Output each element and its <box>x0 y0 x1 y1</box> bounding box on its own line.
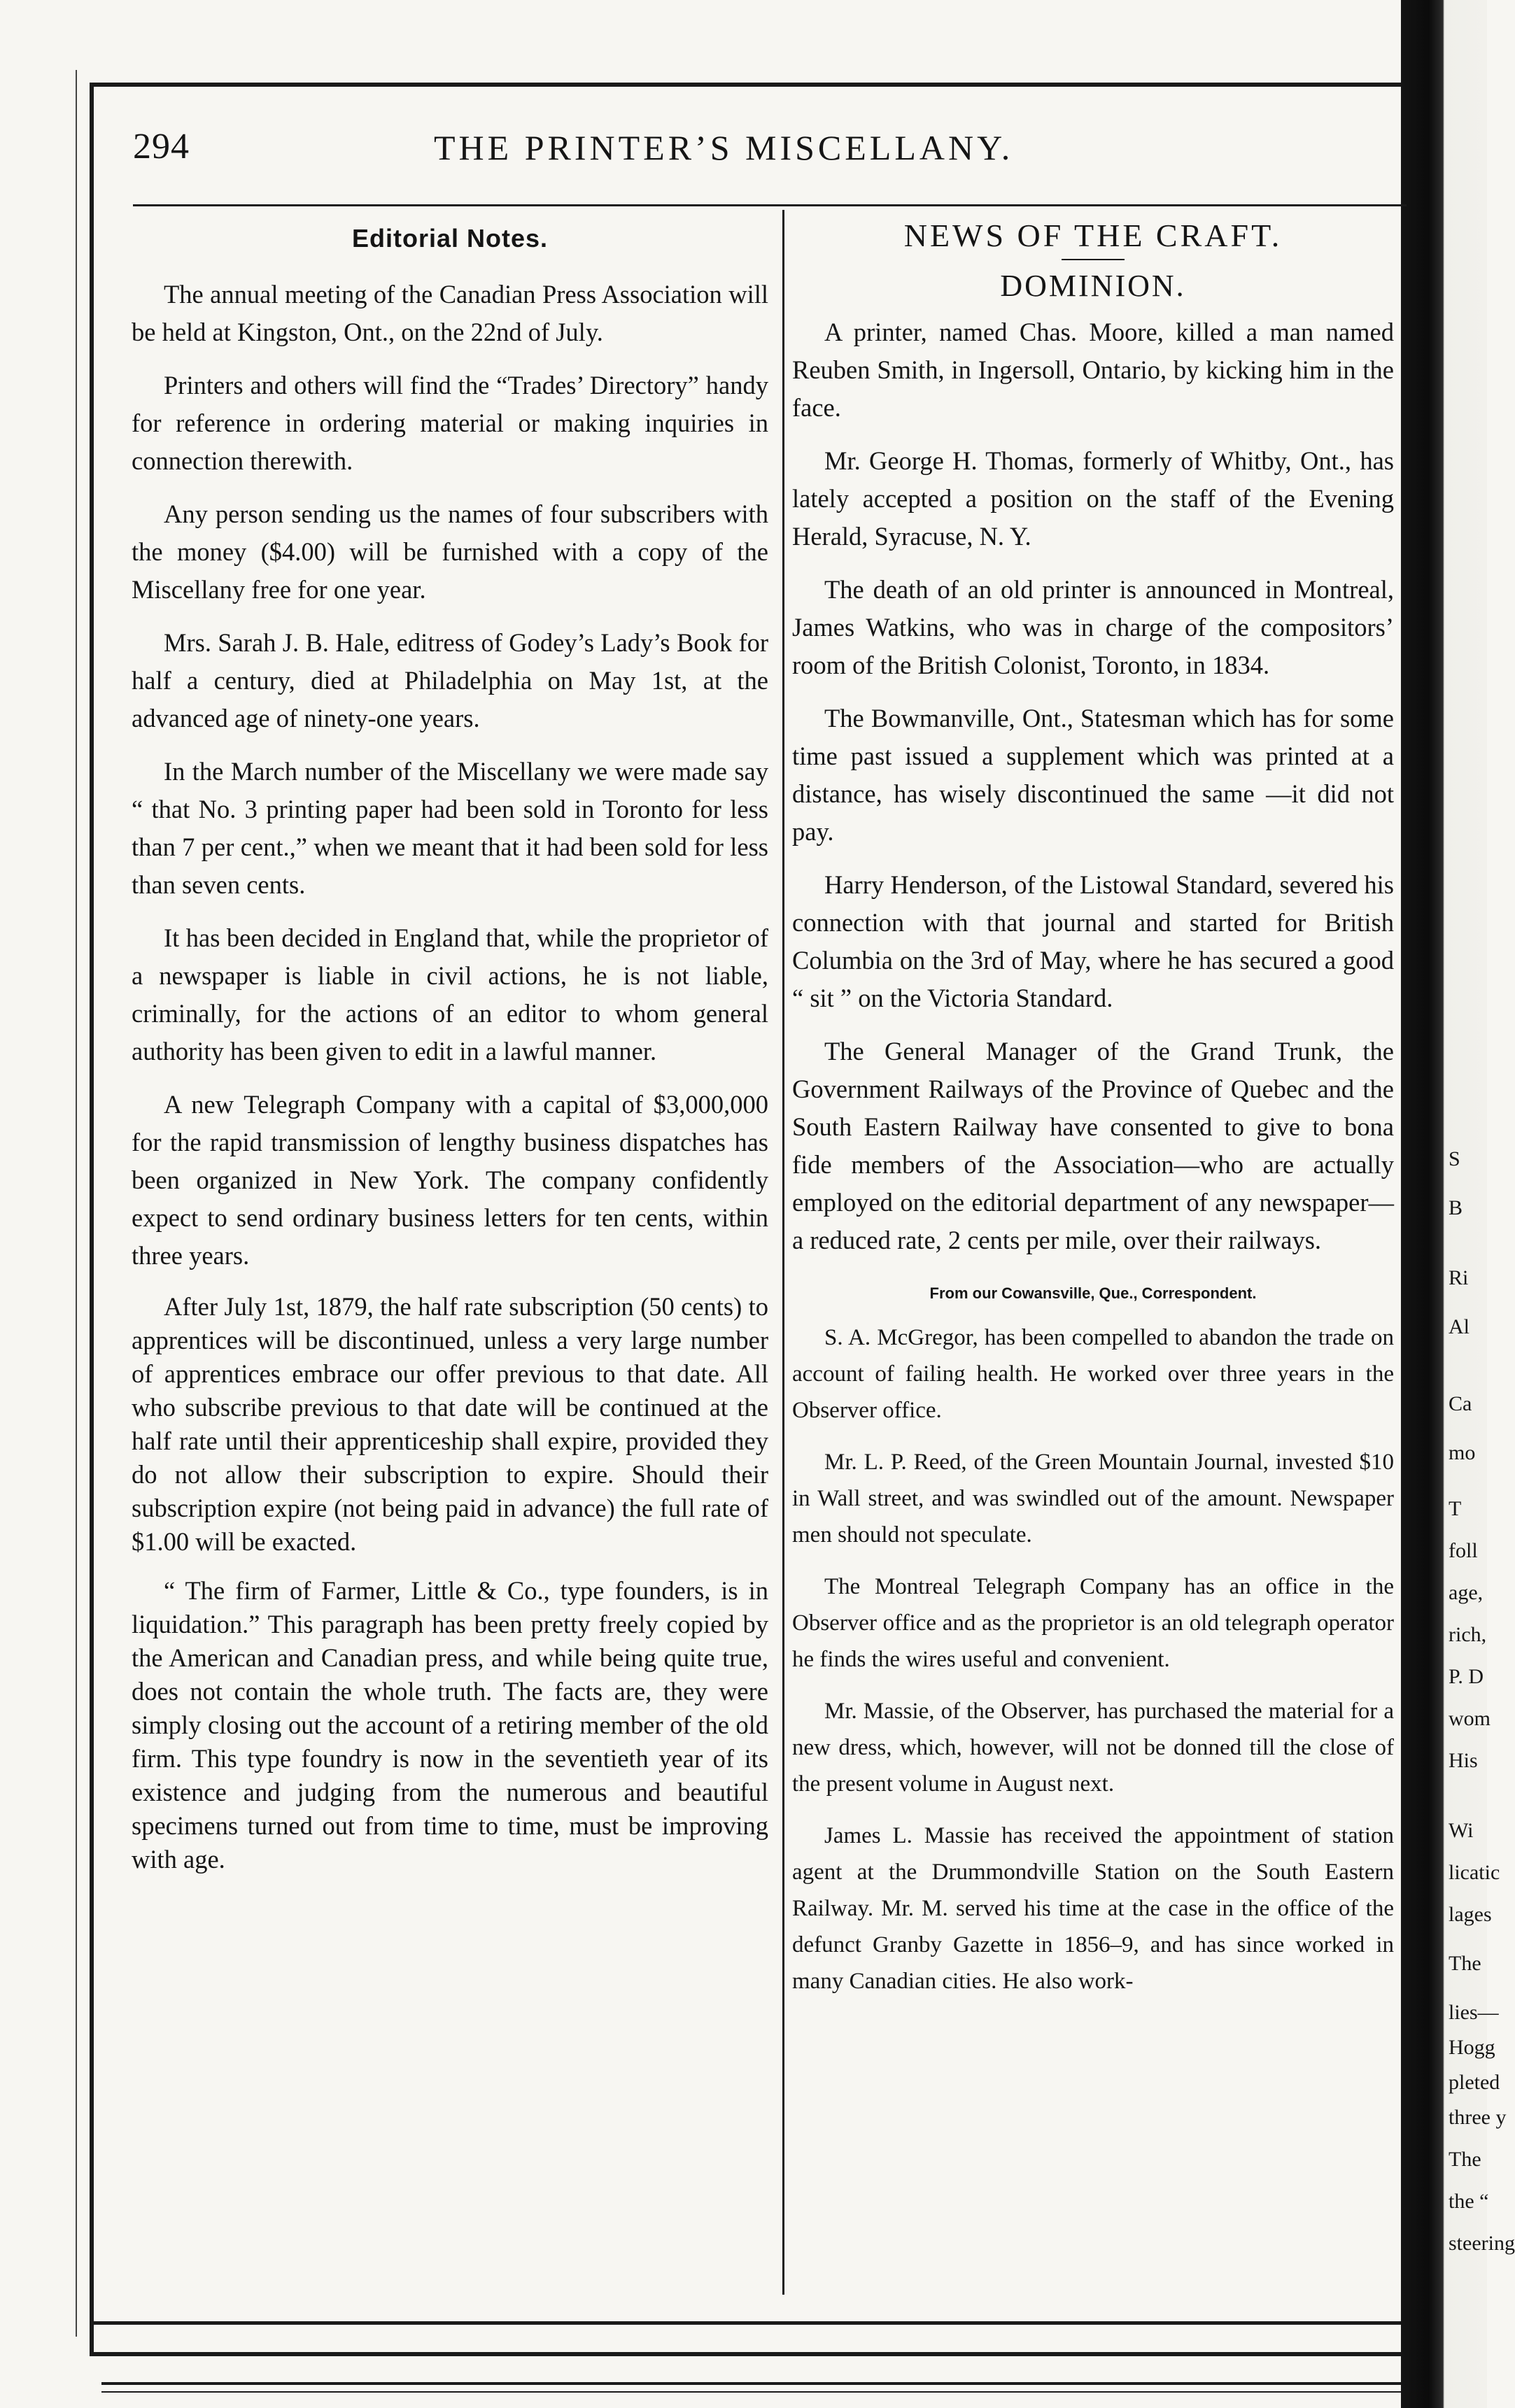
edge-fragment: foll <box>1449 1539 1478 1562</box>
paragraph: The Bowmanville, Ont., Statesman which has for some time past issued a supplement which was printed at a distance, has wisely discontinued the same —it did not pay. <box>792 704 1394 846</box>
edge-fragment: steering <box>1449 2232 1515 2255</box>
edge-fragment: lages <box>1449 1903 1492 1926</box>
page-number: 294 <box>133 127 190 167</box>
column-divider <box>782 210 784 2295</box>
edge-fragment: Ri <box>1449 1266 1469 1289</box>
paragraph: After July 1st, 1879, the half rate subscription (50 cents) to apprentices will be discontinued, unless a very large number of apprentices embrace our offer previous to that date. All who subscribe previous to that date will be continued at the half rate until their apprenticeship shall expire, provided they do not allow their subscription to expire. Should their subscription expire (not being paid in advance) the full rate of $1.00 will be exacted. <box>132 1292 768 1556</box>
edge-fragment: B <box>1449 1196 1463 1219</box>
frame-bottom-line <box>90 2321 1419 2325</box>
edge-fragment: The <box>1449 1952 1481 1975</box>
edge-fragment: The <box>1449 2148 1481 2171</box>
left-column <box>132 217 768 1892</box>
paragraph: The Montreal Telegraph Company has an office in the Observer office and as the proprietor is an old telegraph operator he finds the wires useful and convenient. <box>792 1574 1394 1672</box>
paragraph: Mr. L. P. Reed, of the Green Mountain Journal, invested $10 in Wall street, and was swindled out of the amount. Newspaper men should not speculate. <box>792 1450 1394 1548</box>
paragraph: Mrs. Sarah J. B. Hale, editress of Godey’s Lady’s Book for half a century, died at Philadelphia on May 1st, at the advanced age of ninety-one years. <box>132 628 768 732</box>
edge-fragment: S <box>1449 1147 1460 1170</box>
edge-fragment: His <box>1449 1749 1478 1772</box>
dominion-subheading: DOMINION. <box>1000 269 1186 303</box>
paragraph: The General Manager of the Grand Trunk, the Government Railways of the Province of Quebec and the South Eastern Railway have consented to give to bona fide members of the Association—who are actually employed on the editorial department of any newspaper—a reduced rate, 2 cents per mile, over their railways. <box>792 1037 1394 1254</box>
edge-fragment: Hogg <box>1449 2036 1495 2059</box>
running-head-title: THE PRINTER’S MISCELLANY. <box>434 128 1014 167</box>
paragraph: In the March number of the Miscellany we were made say “ that No. 3 printing paper had been sold in Toronto for less than 7 per cent.,” when we meant that it had been sold for less than seven cents. <box>132 757 768 899</box>
edge-fragment: licatic <box>1449 1861 1500 1884</box>
edge-fragment: Al <box>1449 1315 1470 1338</box>
right-column <box>792 217 1394 2015</box>
left-margin-rule <box>76 70 77 2337</box>
heading-rule <box>1062 259 1125 260</box>
paragraph: The death of an old printer is announced in Montreal, James Watkins, who was in charge of the compositors’ room of the British Colonist, Toronto, in 1834. <box>792 575 1394 679</box>
page-header <box>133 126 1393 175</box>
bottom-rule-thin <box>101 2391 1417 2393</box>
edge-fragment: the “ <box>1449 2190 1489 2213</box>
news-of-the-craft-heading: NEWS OF THE CRAFT. <box>903 218 1283 253</box>
paragraph: Harry Henderson, of the Listowal Standard, severed his connection with that journal and started for British Columbia on the 3rd of May, where he has secured a good “ sit ” on the Victoria Standard. <box>792 870 1394 1012</box>
edge-fragment: Ca <box>1449 1392 1472 1415</box>
edge-fragment: wom <box>1449 1707 1491 1730</box>
paragraph: It has been decided in England that, while the proprietor of a newspaper is liable in civil actions, he is not liable, criminally, for the actions of an editor to whom general authority has been given to edit in a lawful manner. <box>132 923 768 1065</box>
edge-fragment: T <box>1449 1497 1462 1520</box>
paragraph: A new Telegraph Company with a capital of $3,000,000 for the rapid transmission of lengthy business dispatches has been organized in New York. The company confidently expect to send ordinary business letters for ten cents, within three years. <box>132 1090 768 1270</box>
paragraph: Printers and others will find the “Trades’ Directory” handy for reference in ordering material or making inquiries in connection therewith. <box>132 371 768 475</box>
paragraph: “ The firm of Farmer, Little & Co., type founders, is in liquidation.” This paragraph has been pretty freely copied by the American and Canadian press, and while being quite true, does not contain the whole truth. The facts are, they were simply closing out the account of a retiring member of the old firm. This type foundry is now in the seventieth year of its existence and judging from the numerous and beautiful specimens turned out from time to time, must be improving with age. <box>132 1576 768 1874</box>
bottom-rule <box>101 2382 1417 2385</box>
paragraph: A printer, named Chas. Moore, killed a man named Reuben Smith, in Ingersoll, Ontario, by kicking him in the face. <box>792 318 1394 422</box>
paragraph: Any person sending us the names of four subscribers with the money ($4.00) will be furnished with a copy of the Miscellany free for one year. <box>132 500 768 604</box>
paragraph: The annual meeting of the Canadian Press Association will be held at Kingston, Ont., on the 22nd of July. <box>132 280 768 346</box>
edge-fragment: three y <box>1449 2106 1507 2129</box>
paragraph: Mr. George H. Thomas, formerly of Whitby, Ont., has lately accepted a position on the staff of the Evening Herald, Syracuse, N. Y. <box>792 446 1394 551</box>
correspondent-line: From our Cowansville, Que., Correspondent. <box>929 1284 1257 1302</box>
editorial-notes-heading: Editorial Notes. <box>351 224 549 253</box>
edge-fragment: age, <box>1449 1581 1484 1604</box>
edge-fragment: rich, <box>1449 1623 1487 1646</box>
edge-fragment: pleted <box>1449 2071 1500 2094</box>
paragraph: Mr. Massie, of the Observer, has purchased the material for a new dress, which, however, will not be donned till the close of the present volume in August next. <box>792 1699 1394 1797</box>
edge-fragment: mo <box>1449 1441 1476 1464</box>
adjacent-page-fragments <box>1447 0 1515 2408</box>
edge-fragment: Wi <box>1449 1819 1474 1842</box>
edge-fragment: P. D <box>1449 1665 1484 1688</box>
edge-fragment: lies— <box>1449 2001 1499 2024</box>
header-rule <box>133 204 1407 206</box>
paragraph: S. A. McGregor, has been compelled to abandon the trade on account of failing health. He worked over three years in the Observer office. <box>792 1325 1394 1423</box>
paragraph: James L. Massie has received the appointment of station agent at the Drummondville Station on the South Eastern Railway. Mr. M. served his time at the case in the office of the defunct Granby Gazette in 1856–9, and has since worked in many Canadian cities. He also work- <box>792 1823 1394 1994</box>
